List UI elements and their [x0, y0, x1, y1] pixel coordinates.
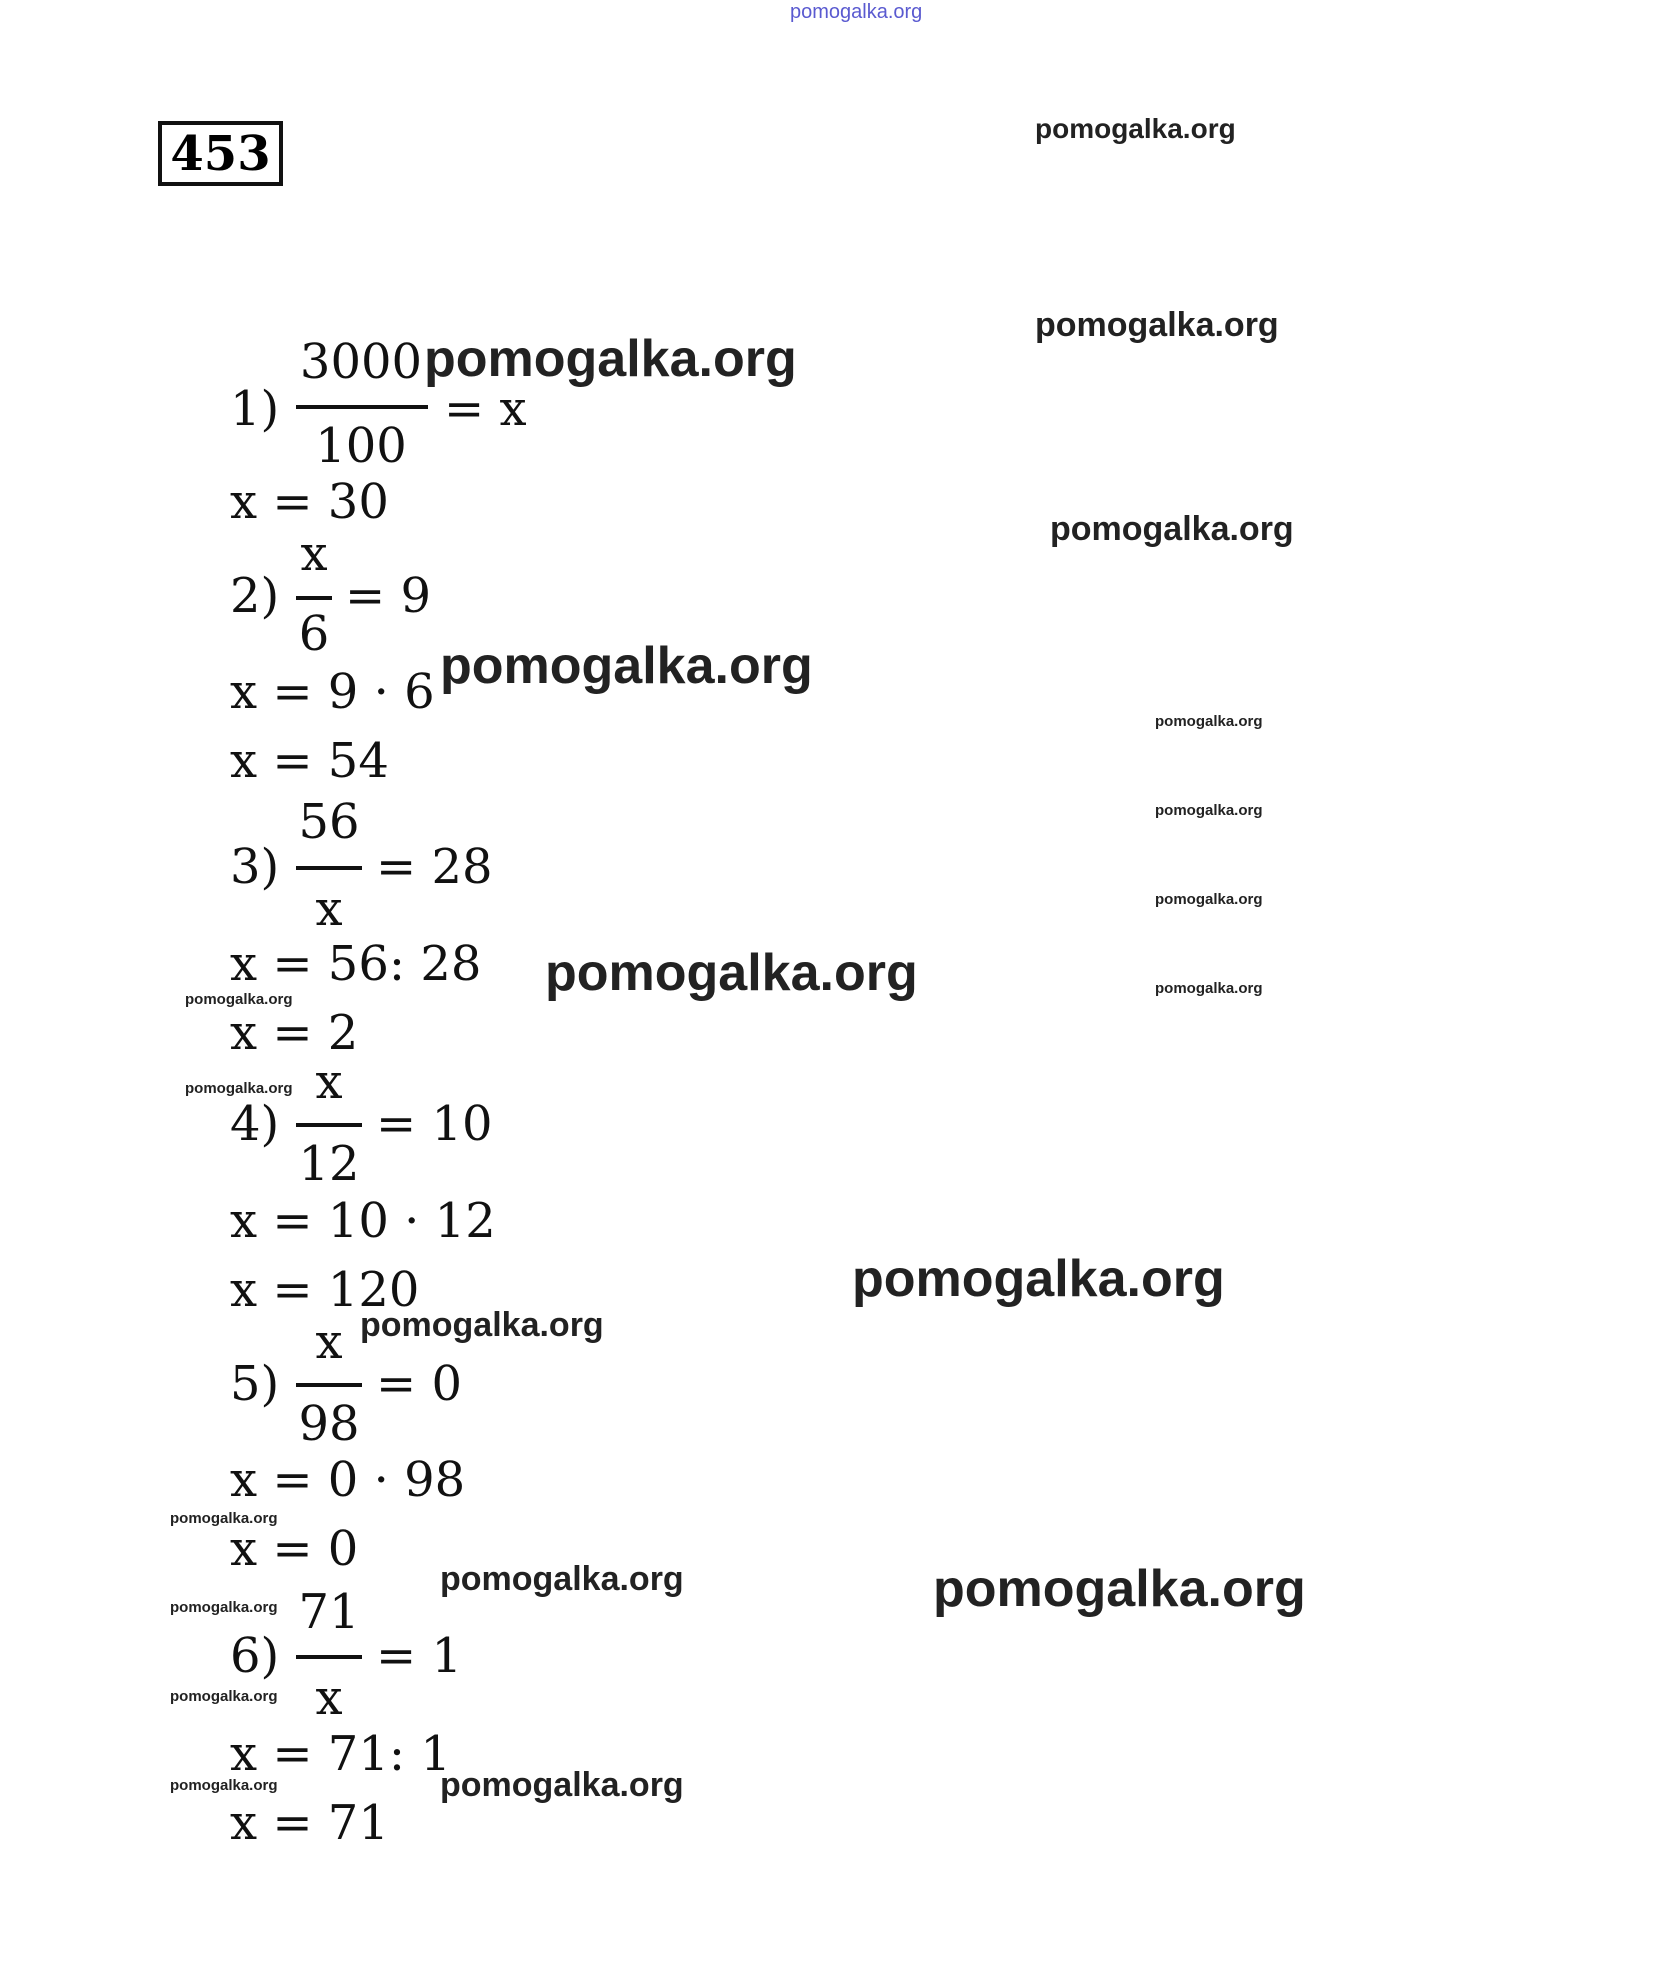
watermark-text: pomogalka.org: [170, 1599, 278, 1616]
watermark-text: pomogalka.org: [1155, 980, 1263, 997]
watermark-text: pomogalka.org: [1050, 510, 1294, 548]
problem-2-rhs: = 9: [345, 568, 432, 624]
problem-3-numerator: 56: [298, 794, 360, 850]
problem-3-step-1: x = 56: 28: [230, 936, 482, 992]
problem-2-step-1: x = 9 · 6: [230, 664, 435, 720]
problem-4-fraction-bar: [296, 1123, 362, 1127]
problem-2-label: 2): [230, 568, 280, 624]
watermark-text: pomogalka.org: [170, 1688, 278, 1705]
problem-2-numerator: x: [300, 526, 328, 582]
problem-6-numerator: 71: [298, 1584, 360, 1640]
watermark-text: pomogalka.org: [170, 1510, 278, 1527]
problem-2-fraction-bar: [296, 596, 332, 600]
problem-3-label: 3): [230, 839, 280, 895]
problem-1-rhs: = x: [444, 381, 527, 437]
problem-4-denominator: 12: [298, 1136, 360, 1192]
problem-6-rhs: = 1: [376, 1628, 463, 1684]
problem-6-fraction-bar: [296, 1655, 362, 1659]
problem-2-denominator: 6: [298, 606, 330, 662]
problem-6-denominator: x: [315, 1670, 343, 1726]
problem-1-numerator: 3000: [299, 334, 423, 390]
watermark-text: pomogalka.org: [185, 1080, 293, 1097]
problem-1-fraction-bar: [296, 405, 428, 409]
problem-3-rhs: = 28: [376, 839, 493, 895]
watermark-text: pomogalka.org: [360, 1306, 604, 1344]
watermark-text: pomogalka.org: [852, 1250, 1225, 1308]
watermark-text: pomogalka.org: [1155, 802, 1263, 819]
problem-1-label: 1): [230, 381, 280, 437]
watermark-text: pomogalka.org: [185, 991, 293, 1008]
problem-5-fraction-bar: [296, 1383, 362, 1387]
problem-5-numerator: x: [315, 1314, 343, 1370]
problem-5-rhs: = 0: [376, 1356, 463, 1412]
problem-3-denominator: x: [315, 881, 343, 937]
problem-6-label: 6): [230, 1628, 280, 1684]
problem-5-step-2: x = 0: [230, 1521, 359, 1577]
watermark-text: pomogalka.org: [1035, 113, 1236, 144]
problem-4-label: 4): [230, 1096, 280, 1152]
problem-1-step-1: x = 30: [230, 474, 389, 530]
watermark-text: pomogalka.org: [545, 944, 918, 1002]
problem-4-rhs: = 10: [376, 1096, 493, 1152]
problem-3-step-2: x = 2: [230, 1005, 359, 1061]
problem-2-step-2: x = 54: [230, 733, 389, 789]
watermark-text: pomogalka.org: [170, 1777, 278, 1794]
problem-1-denominator: 100: [315, 418, 407, 474]
watermark-text: pomogalka.org: [1155, 713, 1263, 730]
problem-5-denominator: 98: [298, 1396, 360, 1452]
problem-4-step-1: x = 10 · 12: [230, 1193, 496, 1249]
problem-4-numerator: x: [315, 1054, 343, 1110]
problem-6-step-2: x = 71: [230, 1795, 389, 1851]
problem-5-label: 5): [230, 1356, 280, 1412]
problem-5-step-1: x = 0 · 98: [230, 1452, 466, 1508]
watermark-text: pomogalka.org: [1155, 891, 1263, 908]
watermark-text: pomogalka.org: [1035, 306, 1279, 344]
watermark-text: pomogalka.org: [440, 1766, 684, 1804]
watermark-text: pomogalka.org: [440, 637, 813, 695]
top-watermark: pomogalka.org: [790, 1, 923, 23]
problem-3-fraction-bar: [296, 866, 362, 870]
problem-6-step-1: x = 71: 1: [230, 1726, 451, 1782]
problem-4-step-2: x = 120: [230, 1262, 420, 1318]
task-number-box: 453: [158, 121, 283, 186]
watermark-text: pomogalka.org: [424, 330, 797, 388]
watermark-text: pomogalka.org: [933, 1560, 1306, 1618]
watermark-text: pomogalka.org: [440, 1560, 684, 1598]
